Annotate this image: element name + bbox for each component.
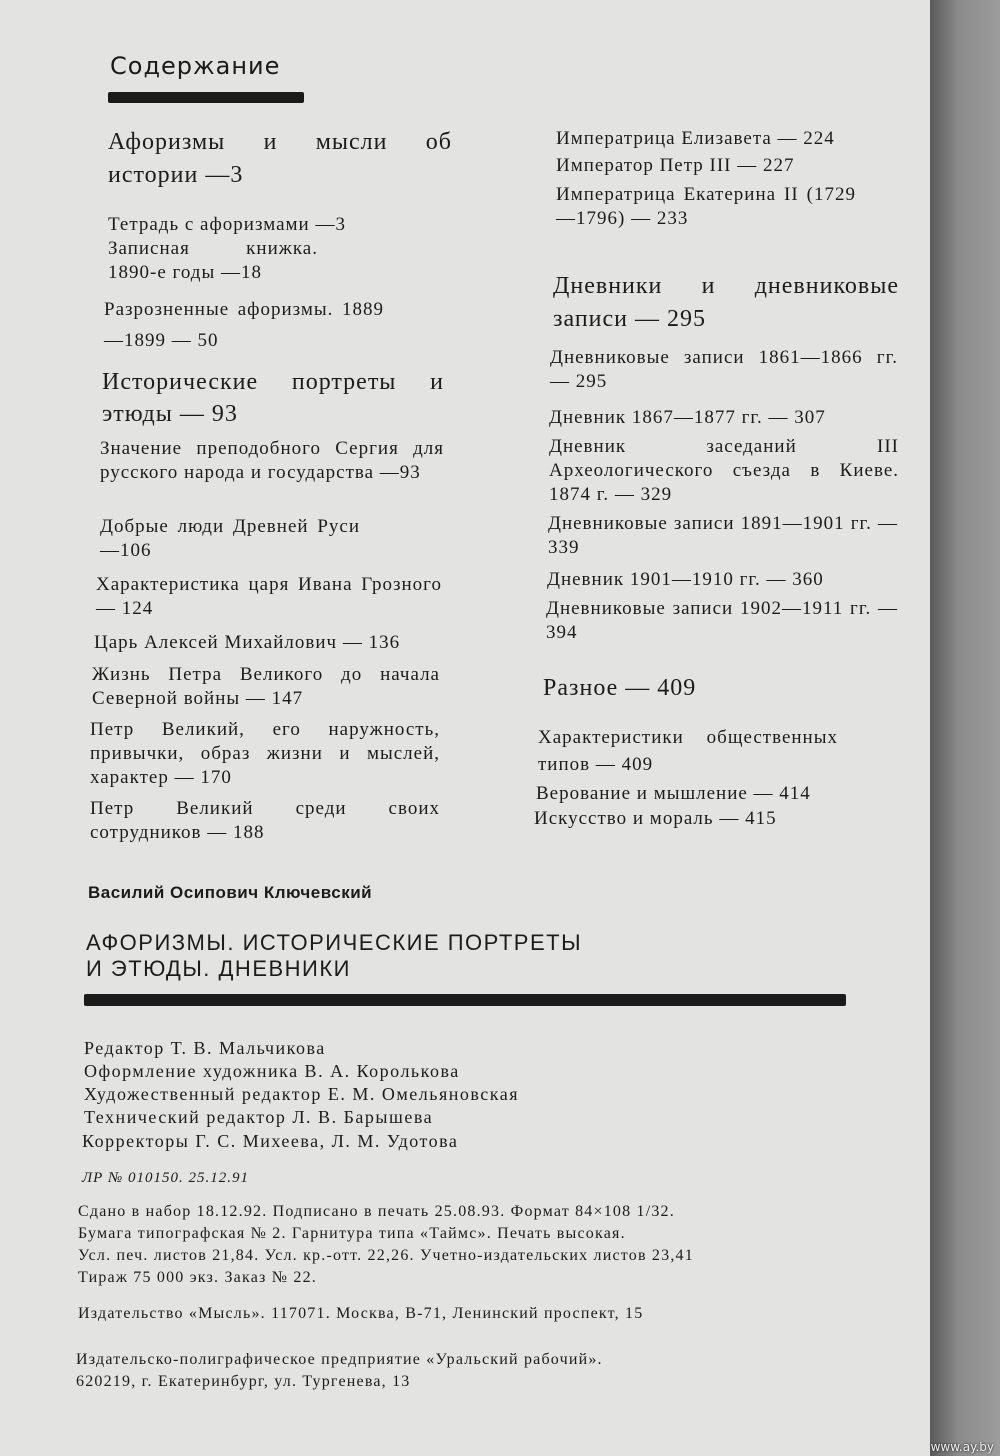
toc-heading-rule (108, 92, 304, 103)
toc-item: Царь Алексей Михайлович — 136 (94, 632, 401, 653)
toc-item: Императрица Екатерина II (1729—1796) — 233 (556, 184, 856, 229)
toc-item: Дневник заседаний III Археологического съезда в Киеве. 1874 г. — 329 (549, 436, 899, 505)
toc-item: Значение преподобного Сергия для русского народа и государства —93 (100, 438, 444, 483)
imprint-line: Тираж 75 000 экз. Заказ № 22. (78, 1269, 317, 1286)
license-number: ЛР № 010150. 25.12.91 (82, 1170, 249, 1186)
imprint-line: Сдано в набор 18.12.92. Подписано в печать 25.08.93. Формат 84×108 1/32. (78, 1203, 675, 1220)
publisher-address: Издательство «Мысль». 117071. Москва, В-71, Ленинский проспект, 15 (78, 1305, 644, 1322)
toc-section: Разное — 409 (543, 675, 697, 701)
toc-item: Разрозненные афоризмы. 1889—1899 — 50 (104, 299, 384, 351)
credit-line: Оформление художника В. А. Королькова (84, 1061, 460, 1081)
toc-item: Дневник 1867—1877 гг. — 307 (549, 407, 826, 428)
toc-item: Дневниковые записи 1891—1901 гг. — 339 (548, 513, 898, 558)
author-name: Василий Осипович Ключевский (88, 883, 373, 902)
toc-item: Император Петр III — 227 (556, 155, 795, 176)
printer-line: Издательско-полиграфическое предприятие «Уральский рабочий». (76, 1351, 603, 1368)
toc-section: Исторические портреты и этюды — 93 (102, 369, 444, 427)
toc-item: Императрица Елизавета — 224 (556, 128, 835, 149)
book-title: АФОРИЗМЫ. ИСТОРИЧЕСКИЕ ПОРТРЕТЫ И ЭТЮДЫ. ДНЕВНИКИ (86, 930, 583, 981)
credit-line: Технический редактор Л. В. Барышева (84, 1107, 434, 1127)
toc-item: Дневниковые записи 1861—1866 гг. — 295 (550, 347, 898, 392)
toc-item: Записная книжка. 1890-е годы —18 (108, 238, 318, 283)
toc-item: Жизнь Петра Великого до начала Северной войны — 147 (92, 664, 440, 709)
toc-item: Дневниковые записи 1902—1911 гг. — 394 (546, 598, 898, 643)
printer-line: 620219, г. Екатеринбург, ул. Тургенева, 13 (76, 1373, 411, 1390)
title-rule (84, 994, 846, 1006)
toc-item: Дневник 1901—1910 гг. — 360 (547, 569, 824, 590)
imprint-line: Усл. печ. листов 21,84. Усл. кр.-отт. 22,26. Учетно-издательских листов 23,41 (78, 1247, 694, 1264)
credit-line: Корректоры Г. С. Михеева, Л. М. Удотова (82, 1131, 459, 1151)
toc-item: Тетрадь с афоризмами —3 (108, 214, 346, 235)
credit-line: Художественный редактор Е. М. Омельяновская (84, 1084, 520, 1104)
toc-item: Петр Великий, его наружность, привычки, образ жизни и мыслей, характер — 170 (90, 719, 440, 788)
toc-item: Характеристика царя Ивана Грозного — 124 (96, 574, 442, 619)
toc-item: Добрые люди Древней Руси —106 (100, 516, 360, 561)
toc-section: Дневники и дневниковые записи — 295 (553, 273, 899, 332)
toc-item: Характеристики общественных типов — 409 (538, 727, 838, 775)
toc-item: Верование и мышление — 414 (536, 783, 811, 804)
toc-item: Искусство и мораль — 415 (534, 808, 777, 829)
credit-line: Редактор Т. В. Мальчикова (84, 1038, 326, 1058)
watermark: www.ay.by (930, 1440, 994, 1454)
toc-heading: Содержание (110, 52, 281, 80)
toc-section: Афоризмы и мысли об истории —3 (108, 129, 452, 188)
toc-item: Петр Великий среди своих сотрудников — 188 (90, 798, 440, 843)
page-edge-shadow (930, 0, 1000, 1456)
imprint-line: Бумага типографская № 2. Гарнитура типа «Таймс». Печать высокая. (78, 1225, 626, 1242)
